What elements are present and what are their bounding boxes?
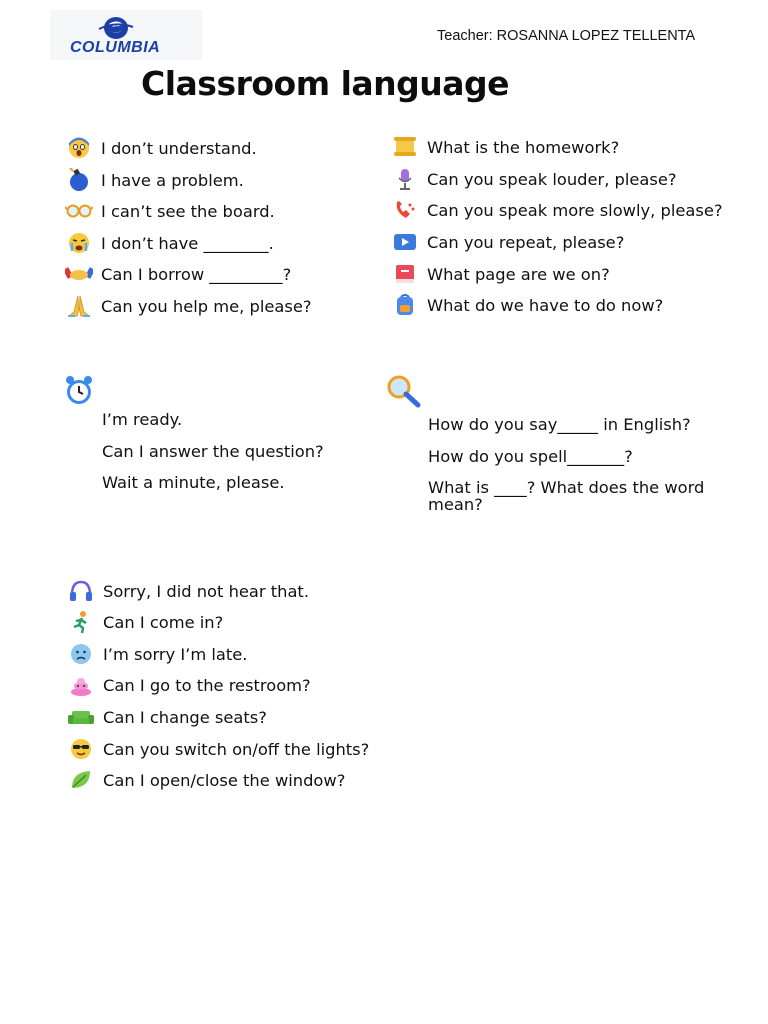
list-item-text: Can you repeat, please?: [427, 232, 625, 252]
list-item: [64, 230, 274, 256]
magnifier-item-text: How do you say_____ in English?: [428, 415, 691, 434]
logo-text: COLUMBIA: [70, 39, 161, 56]
list-item-text: What page are we on?: [427, 264, 610, 284]
list-item: [66, 609, 223, 635]
list-item-text: Can I come in?: [103, 612, 224, 632]
backpack-icon: [390, 292, 420, 318]
list-item-text: I’m sorry I’m late.: [103, 644, 248, 664]
screaming-face-icon: [64, 135, 94, 161]
list-item-text: I can’t see the board.: [101, 201, 275, 221]
scroll-icon: [390, 134, 420, 160]
list-item-text: What is the homework?: [427, 137, 620, 157]
play-button-icon: [390, 229, 420, 255]
page-title: Classroom language: [141, 64, 510, 103]
list-item: [66, 641, 247, 667]
list-item-text: Can you switch on/off the lights?: [103, 739, 370, 759]
microphone-icon: [390, 166, 420, 192]
list-item-text: Can I change seats?: [103, 707, 267, 727]
book-icon: [390, 261, 420, 287]
list-item-text: Can I go to the restroom?: [103, 675, 311, 695]
columbia-logo: [50, 10, 202, 60]
list-item-text: Can you help me, please?: [101, 296, 312, 316]
list-item-text: What do we have to do now?: [427, 295, 664, 315]
glasses-icon: [64, 198, 94, 224]
list-item-text: I have a problem.: [101, 170, 244, 190]
teacher-name: Teacher: ROSANNA LOPEZ TELLENTA: [437, 28, 696, 44]
magnifying-glass-icon: [386, 374, 422, 408]
list-item: [66, 767, 345, 793]
magnifier-item-text: How do you spell_______?: [428, 447, 633, 466]
magnifier-item-text: What is ____? What does the word mean?: [428, 478, 705, 514]
list-item: [390, 134, 619, 160]
leaf-icon: [66, 767, 96, 793]
clock-item-text: Wait a minute, please.: [102, 473, 285, 492]
list-item: [64, 135, 257, 161]
list-item-text: Can you speak louder, please?: [427, 169, 677, 189]
clock-item-text: Can I answer the question?: [102, 442, 324, 461]
alarm-clock-icon: [63, 374, 95, 406]
list-item-text: Sorry, I did not hear that.: [103, 581, 309, 601]
folded-hands-icon: [64, 293, 94, 319]
list-item: [390, 261, 610, 287]
telephone-icon: [390, 197, 420, 223]
sad-face-icon: [66, 641, 96, 667]
sunglasses-face-icon: [66, 736, 96, 762]
list-item-text: Can you speak more slowly, please?: [427, 200, 723, 220]
pink-poo-icon: [66, 672, 96, 698]
list-item: [390, 197, 722, 223]
list-item: [64, 167, 244, 193]
list-item: [66, 736, 369, 762]
list-item: [66, 578, 309, 604]
list-item-text: I don’t understand.: [101, 138, 257, 158]
list-item: [390, 229, 624, 255]
crying-face-icon: [64, 230, 94, 256]
list-item: [66, 672, 311, 698]
headphones-icon: [66, 578, 96, 604]
list-item: [64, 198, 275, 224]
list-item-text: Can I open/close the window?: [103, 770, 346, 790]
handshake-icon: [64, 261, 94, 287]
list-item-text: I don’t have ________.: [101, 233, 274, 253]
list-item: [390, 166, 677, 192]
list-item-text: Can I borrow _________?: [101, 264, 292, 284]
running-person-icon: [66, 609, 96, 635]
couch-icon: [66, 704, 96, 730]
globe-logo-icon: [97, 15, 135, 41]
list-item: [64, 261, 291, 287]
list-item: [64, 293, 312, 319]
list-item: [390, 292, 663, 318]
bomb-icon: [64, 167, 94, 193]
clock-item-text: I’m ready.: [102, 410, 183, 429]
list-item: [66, 704, 267, 730]
